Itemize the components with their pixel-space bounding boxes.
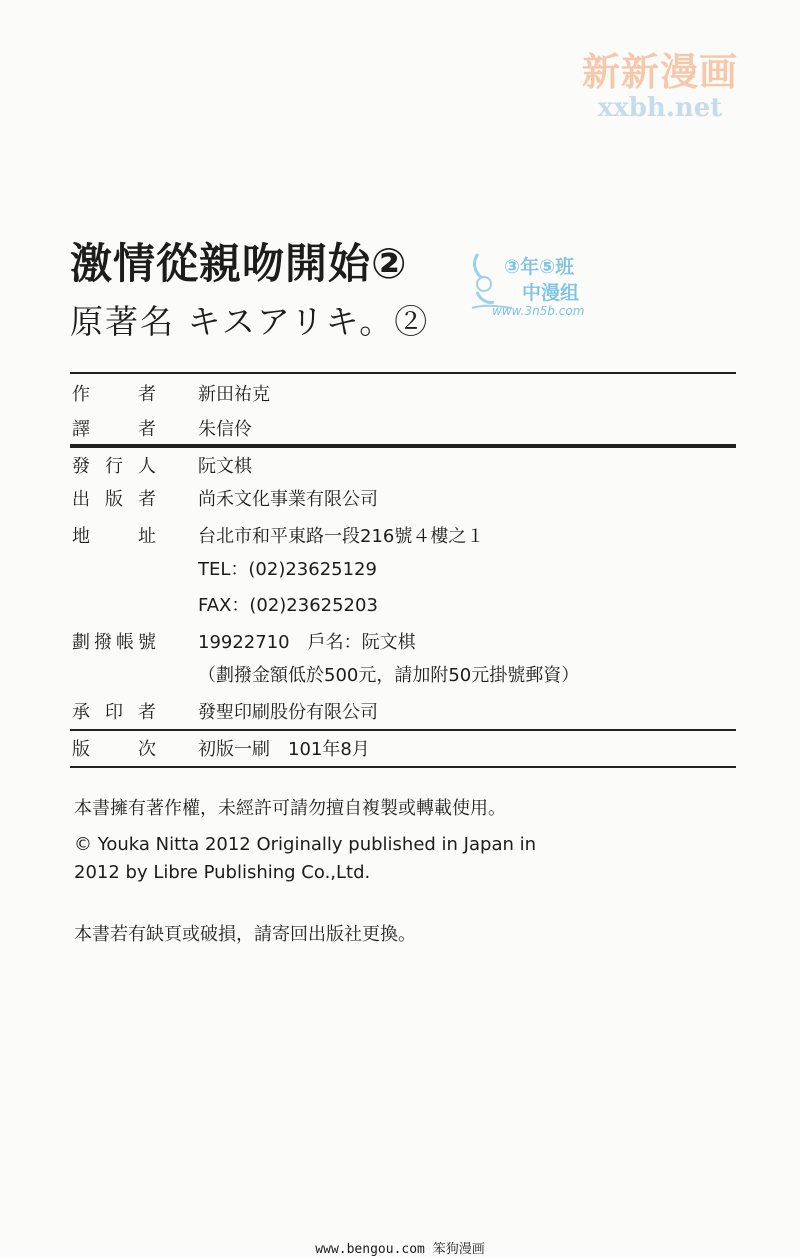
- colophon-label: [72, 733, 156, 767]
- colophon-label-char: 撥: [94, 632, 112, 653]
- colophon-label-char: 發: [72, 456, 90, 477]
- colophon-label-char: 作: [72, 384, 90, 405]
- colophon-label-char: 帳: [116, 632, 134, 653]
- colophon-value: 朱信伶: [198, 419, 252, 440]
- rights-notice: 本書擁有著作權，未經許可請勿擅自複製或轉載使用。: [74, 798, 506, 819]
- colophon-label: [72, 483, 156, 517]
- scanlation-watermark: [470, 248, 610, 328]
- colophon-label-char: 址: [138, 526, 156, 547]
- colophon-label-char: 出: [72, 489, 90, 510]
- colophon-label-char: 版: [105, 489, 123, 510]
- watermark-site-url: xxbh.net: [597, 93, 723, 123]
- colophon-label-char: 者: [138, 702, 156, 723]
- colophon-value: 尚禾文化事業有限公司: [198, 489, 378, 510]
- colophon-label: [72, 520, 156, 554]
- colophon-value: 阮文棋: [198, 456, 252, 477]
- colophon-label-char: 者: [138, 384, 156, 405]
- lower-rule: [70, 729, 736, 731]
- watermark-site-name: 新新漫画: [581, 50, 738, 94]
- colophon-label-char: 人: [138, 456, 156, 477]
- watermark-group-name: 中漫组: [522, 282, 580, 304]
- colophon-label-char: 版: [72, 739, 90, 760]
- bottom-rule: [70, 766, 736, 768]
- colophon-label-char: 者: [138, 489, 156, 510]
- colophon-value: 初版一刷 101年8月: [198, 739, 370, 760]
- colophon-value: 發聖印刷股份有限公司: [198, 702, 378, 723]
- colophon-label: [72, 450, 156, 484]
- top-rule: [70, 372, 736, 374]
- replacement-notice: 本書若有缺頁或破損，請寄回出版社更換。: [74, 924, 416, 945]
- colophon-value: FAX：(02)23625203: [198, 595, 378, 616]
- colophon-label-char: 印: [105, 702, 123, 723]
- watermark-class-name: ③年⑤班: [504, 256, 575, 278]
- colophon-label-char: 承: [72, 702, 90, 723]
- colophon-label-char: 地: [72, 526, 90, 547]
- colophon-label-char: 譯: [72, 419, 90, 440]
- colophon-label-char: 者: [138, 419, 156, 440]
- copyright-line: 2012 by Libre Publishing Co.,Ltd.: [74, 862, 371, 883]
- site-watermark: [582, 50, 738, 122]
- colophon-label-char: 行: [105, 456, 123, 477]
- colophon-value: TEL：(02)23625129: [198, 559, 377, 580]
- colophon-label: [72, 413, 156, 447]
- colophon-value: 台北市和平東路一段216號４樓之１: [198, 526, 485, 547]
- colophon-label: [72, 626, 156, 660]
- colophon-value: 新田祐克: [198, 384, 270, 405]
- colophon-label-char: 號: [138, 632, 156, 653]
- colophon-label: [72, 696, 156, 730]
- colophon-label: [72, 378, 156, 412]
- colophon-label-char: 劃: [72, 632, 90, 653]
- book-title: 激情從親吻開始②: [70, 239, 408, 288]
- section-rule: [70, 444, 736, 448]
- watermark-class-url: www.3n5b.com: [492, 304, 585, 318]
- original-title: 原著名 キスアリキ。②: [70, 302, 430, 341]
- colophon-label-char: 次: [138, 739, 156, 760]
- colophon-value: 19922710 戶名：阮文棋: [198, 632, 416, 653]
- colophon-value: （劃撥金額低於500元，請加附50元掛號郵資）: [198, 665, 580, 686]
- footer-watermark: www.bengou.com 笨狗漫画: [315, 1242, 485, 1257]
- copyright-line: © Youka Nitta 2012 Originally published in Japan in: [74, 834, 537, 855]
